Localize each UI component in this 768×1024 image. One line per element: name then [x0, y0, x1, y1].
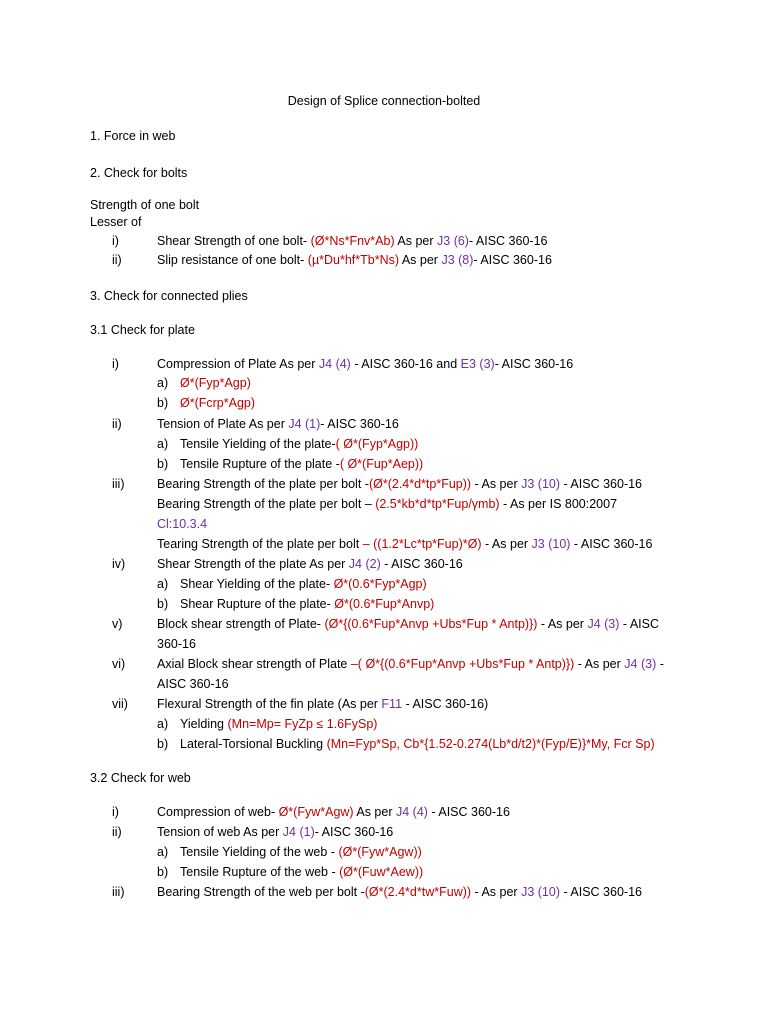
sub-marker: a)	[157, 437, 169, 451]
list-item: Tension of Plate As per J4 (1)- AISC 360-16	[157, 417, 399, 431]
list-marker: i)	[112, 357, 119, 371]
list-item: Bearing Strength of the web per bolt -(Ø*(2.4*d*tw*Fuw)) - As per J3 (10) - AISC 360-16	[157, 885, 642, 899]
list-marker: ii)	[112, 825, 122, 839]
list-item-continuation: Tearing Strength of the plate per bolt – ((1.2*Lc*tp*Fup)*Ø) - As per J3 (10) - AISC 360-16	[157, 537, 653, 551]
list-item: Block shear strength of Plate- (Ø*{(0.6*Fup*Anvp +Ubs*Fup * Antp)}) - As per J4 (3) - AISC	[157, 617, 659, 631]
list-marker: vii)	[112, 697, 128, 711]
sub-marker: b)	[157, 396, 169, 410]
list-marker: iii)	[112, 477, 125, 491]
sub-marker: b)	[157, 457, 169, 471]
list-item: Tension of web As per J4 (1)- AISC 360-16	[157, 825, 394, 839]
list-marker: iv)	[112, 557, 126, 571]
list-item-continuation: 360-16	[157, 637, 196, 651]
list-item: Compression of Plate As per J4 (4) - AISC 360-16 and E3 (3)- AISC 360-16	[157, 357, 574, 371]
sub-item: Tensile Yielding of the web - (Ø*(Fyw*Agw))	[180, 845, 422, 859]
sub-marker: a)	[157, 717, 169, 731]
section-heading: 3.2 Check for web	[90, 771, 191, 785]
list-item: Shear Strength of one bolt- (Ø*Ns*Fnv*Ab) As per J3 (6)- AISC 360-16	[157, 234, 548, 248]
document-title: Design of Splice connection-bolted	[287, 94, 481, 108]
list-item: Bearing Strength of the plate per bolt -(Ø*(2.4*d*tp*Fup)) - As per J3 (10) - AISC 360-16	[157, 477, 643, 491]
formula: Ø*(Fyp*Agp)	[180, 376, 251, 390]
list-item: Slip resistance of one bolt- (µ*Du*hf*Tb*Ns) As per J3 (8)- AISC 360-16	[157, 253, 552, 267]
sub-item: Shear Yielding of the plate- Ø*(0.6*Fyp*Agp)	[180, 577, 427, 591]
list-item: Shear Strength of the plate As per J4 (2) - AISC 360-16	[157, 557, 463, 571]
formula: Ø*(Fcrp*Agp)	[180, 396, 256, 410]
list-item: Axial Block shear strength of Plate –( Ø*{(0.6*Fup*Anvp +Ubs*Fup * Antp)}) - As per J4 (3) -	[157, 657, 664, 671]
list-marker: iii)	[112, 885, 125, 899]
sub-marker: a)	[157, 845, 169, 859]
list-marker: ii)	[112, 417, 122, 431]
sub-item: Shear Rupture of the plate- Ø*(0.6*Fup*Anvp)	[180, 597, 435, 611]
sub-item: Tensile Yielding of the plate-( Ø*(Fyp*Agp))	[180, 437, 419, 451]
paragraph-text: Lesser of	[90, 215, 142, 229]
section-heading: 3.1 Check for plate	[90, 323, 195, 337]
list-marker: vi)	[112, 657, 126, 671]
list-item: Compression of web- Ø*(Fyw*Agw) As per J4 (4) - AISC 360-16	[157, 805, 510, 819]
section-heading: 2. Check for bolts	[90, 166, 188, 180]
sub-marker: b)	[157, 865, 169, 879]
list-item-continuation: AISC 360-16	[157, 677, 229, 691]
list-marker: i)	[112, 234, 119, 248]
section-heading: 1. Force in web	[90, 129, 176, 143]
sub-marker: b)	[157, 737, 169, 751]
sub-marker: a)	[157, 577, 169, 591]
clause-reference: Cl:10.3.4	[157, 517, 208, 531]
list-item: Flexural Strength of the fin plate (As per F11 - AISC 360-16)	[157, 697, 489, 711]
list-marker: ii)	[112, 253, 122, 267]
sub-item: Tensile Rupture of the web - (Ø*(Fuw*Aew))	[180, 865, 424, 879]
sub-marker: b)	[157, 597, 169, 611]
section-heading: 3. Check for connected plies	[90, 289, 248, 303]
sub-item: Tensile Rupture of the plate -( Ø*(Fup*Aep))	[180, 457, 424, 471]
sub-marker: a)	[157, 376, 169, 390]
list-marker: v)	[112, 617, 123, 631]
sub-item: Yielding (Mn=Mp= FyZp ≤ 1.6FySp)	[180, 717, 378, 731]
sub-item: Lateral-Torsional Buckling (Mn=Fyp*Sp, Cb*{1.52-0.274(Lb*d/t2)*(Fyp/E)}*My, Fcr Sp)	[180, 737, 655, 751]
paragraph-text: Strength of one bolt	[90, 198, 200, 212]
list-item-continuation: Bearing Strength of the plate per bolt – (2.5*kb*d*tp*Fup/γmb) - As per IS 800:2007	[157, 497, 618, 511]
list-marker: i)	[112, 805, 119, 819]
